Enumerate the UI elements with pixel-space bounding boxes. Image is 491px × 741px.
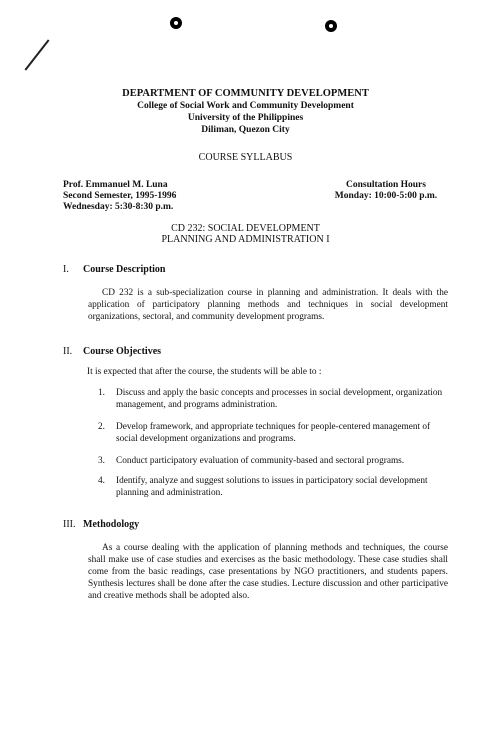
course-title-line1: CD 232: SOCIAL DEVELOPMENT: [171, 223, 320, 234]
instructor-name: Prof. Emmanuel M. Luna: [63, 180, 168, 190]
section-number: III.: [63, 519, 76, 530]
item-number: 3.: [98, 456, 105, 466]
class-schedule: Wednesday: 5:30-8:30 p.m.: [63, 202, 174, 212]
doc-title: COURSE SYLLABUS: [198, 152, 293, 163]
university-name: University of the Philippines: [187, 113, 304, 123]
item-text: Discuss and apply the basic concepts and processes in social development, organization management, and programs administration.: [116, 388, 443, 410]
methodology-text: As a course dealing with the application of planning methods and techniques, the course shall make use of case studies and exercises as the basic methodology. These case studies shall come from the basic readings, case presentations by NGO practitioners, and students papers. Synthesis lectures shall be done after the case studies. Lecture discussion and other participative and creative methods shall be adopted also.: [88, 543, 448, 601]
section-number: II.: [63, 346, 73, 357]
semester: Second Semester, 1995-1996: [63, 191, 177, 201]
department-name: DEPARTMENT OF COMMUNITY DEVELOPMENT: [122, 88, 369, 99]
item-number: 1.: [98, 388, 105, 398]
consultation-block: [316, 180, 456, 202]
section-heading-objectives: [63, 346, 161, 357]
objectives-intro: It is expected that after the course, the students will be able to :: [87, 367, 322, 377]
course-title-line2: PLANNING AND ADMINISTRATION I: [161, 234, 330, 245]
instructor-block: [63, 180, 176, 213]
item-number: 2.: [98, 422, 105, 432]
objective-item: [98, 476, 443, 499]
item-text: Identify, analyze and suggest solutions to issues in participatory social development planning and administration.: [116, 476, 428, 498]
punch-hole-left: [170, 17, 182, 29]
objective-item: [98, 456, 443, 468]
section-heading-description: [63, 264, 166, 275]
section-heading-methodology: [63, 519, 139, 530]
location: Diliman, Quezon City: [201, 125, 290, 135]
course-description-text: CD 232 is a sub-specialization course in planning and administration. It deals with the application of participatory planning methods and techniques in social development organizations, sectoral, and community development programs.: [88, 288, 448, 322]
item-text: Conduct participatory evaluation of community-based and sectoral programs.: [116, 456, 405, 466]
section-number: I.: [63, 264, 69, 275]
objective-item: [98, 422, 443, 445]
consultation-hours: Monday: 10:00-5:00 p.m.: [334, 191, 438, 201]
item-text: Develop framework, and appropriate techniques for people-centered management of social development organizations and programs.: [116, 422, 431, 444]
punch-hole-right: [325, 20, 337, 32]
college-name: College of Social Work and Community Development: [137, 101, 354, 111]
objective-item: [98, 388, 443, 411]
pen-mark: [25, 39, 50, 70]
section-title: Course Description: [83, 264, 166, 275]
section-title: Course Objectives: [83, 346, 162, 357]
section-title: Methodology: [83, 519, 140, 530]
item-number: 4.: [98, 476, 105, 486]
consultation-label: Consultation Hours: [346, 180, 426, 190]
